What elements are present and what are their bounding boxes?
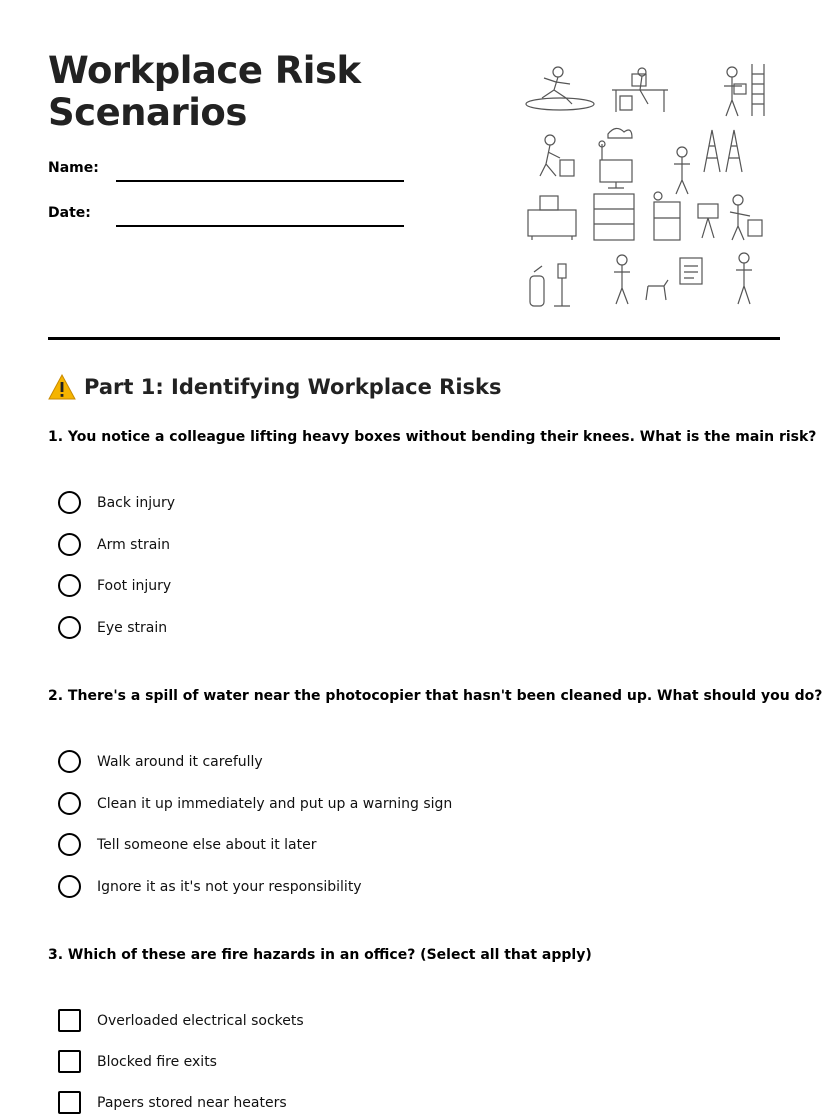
question-3: 3. Which of these are fire hazards in an office? (Select all that apply) — [48, 947, 592, 963]
filing-cabinet-illustration — [594, 194, 634, 240]
q1-option-3[interactable] — [58, 574, 171, 597]
standing-worker-illustration — [674, 147, 690, 194]
option-label: Overloaded electrical sockets — [97, 1012, 304, 1029]
q2-option-1[interactable] — [58, 750, 263, 773]
worker-with-box-illustration — [730, 195, 762, 240]
q2-option-2[interactable] — [58, 792, 452, 815]
radio-button[interactable] — [58, 792, 81, 815]
checkbox[interactable] — [58, 1009, 81, 1032]
date-label: Date: — [48, 205, 91, 221]
worksheet-title: Workplace Risk Scenarios — [48, 49, 361, 134]
option-label: Walk around it carefully — [97, 753, 263, 770]
fridge-illustration — [654, 192, 680, 240]
walking-worker-illustration — [614, 255, 630, 304]
warning-icon — [48, 374, 76, 400]
option-label: Arm strain — [97, 536, 171, 553]
radio-button[interactable] — [58, 833, 81, 856]
checkbox[interactable] — [58, 1091, 81, 1114]
option-label: Eye strain — [97, 619, 168, 636]
date-line[interactable] — [116, 225, 404, 227]
crouching-worker-illustration — [540, 135, 574, 176]
q1-option-2[interactable] — [58, 533, 170, 556]
sign-stand-illustration — [698, 204, 718, 238]
hard-hat-worker-illustration — [736, 253, 752, 304]
section-divider — [48, 337, 780, 340]
q3-option-2[interactable] — [58, 1050, 217, 1073]
radio-button[interactable] — [58, 533, 81, 556]
q2-option-4[interactable] — [58, 875, 362, 898]
part1-heading — [48, 374, 502, 400]
option-label: Back injury — [97, 494, 176, 511]
option-label: Foot injury — [97, 577, 172, 594]
fire-extinguisher-illustration — [530, 266, 544, 306]
slip-figure-illustration — [526, 67, 594, 110]
desk-worker-illustration — [612, 68, 668, 112]
ladder-worker-illustration — [724, 64, 764, 116]
option-label: Tell someone else about it later — [97, 836, 317, 853]
notice-board-illustration — [680, 258, 702, 284]
part1-title: Part 1: Identifying Workplace Risks — [84, 375, 502, 399]
q3-option-1[interactable] — [58, 1009, 304, 1032]
checkbox[interactable] — [58, 1050, 81, 1073]
option-label: Papers stored near heaters — [97, 1094, 287, 1111]
question-1: 1. You notice a colleague lifting heavy boxes without bending their knees. What is the main risk? — [48, 429, 817, 445]
radio-button[interactable] — [58, 574, 81, 597]
radio-button[interactable] — [58, 491, 81, 514]
q2-option-3[interactable] — [58, 833, 317, 856]
workplace-illustration — [520, 60, 770, 310]
q1-option-4[interactable] — [58, 616, 167, 639]
date-field[interactable] — [48, 205, 408, 229]
q3-option-3[interactable] — [58, 1091, 287, 1114]
option-label: Clean it up immediately and put up a warning sign — [97, 795, 453, 812]
question-2: 2. There's a spill of water near the photocopier that hasn't been cleaned up. What should you do? — [48, 688, 823, 704]
option-label: Blocked fire exits — [97, 1053, 217, 1070]
radio-button[interactable] — [58, 875, 81, 898]
option-label: Ignore it as it's not your responsibility — [97, 878, 362, 895]
radio-button[interactable] — [58, 750, 81, 773]
cat-illustration — [646, 280, 668, 300]
name-field[interactable] — [48, 160, 408, 184]
name-line[interactable] — [116, 180, 404, 182]
office-desk-illustration — [528, 196, 576, 240]
computer-illustration — [599, 128, 632, 188]
drip-stand-illustration — [554, 264, 570, 306]
ladders-illustration — [704, 130, 742, 172]
q1-option-1[interactable] — [58, 491, 175, 514]
name-label: Name: — [48, 160, 99, 176]
radio-button[interactable] — [58, 616, 81, 639]
